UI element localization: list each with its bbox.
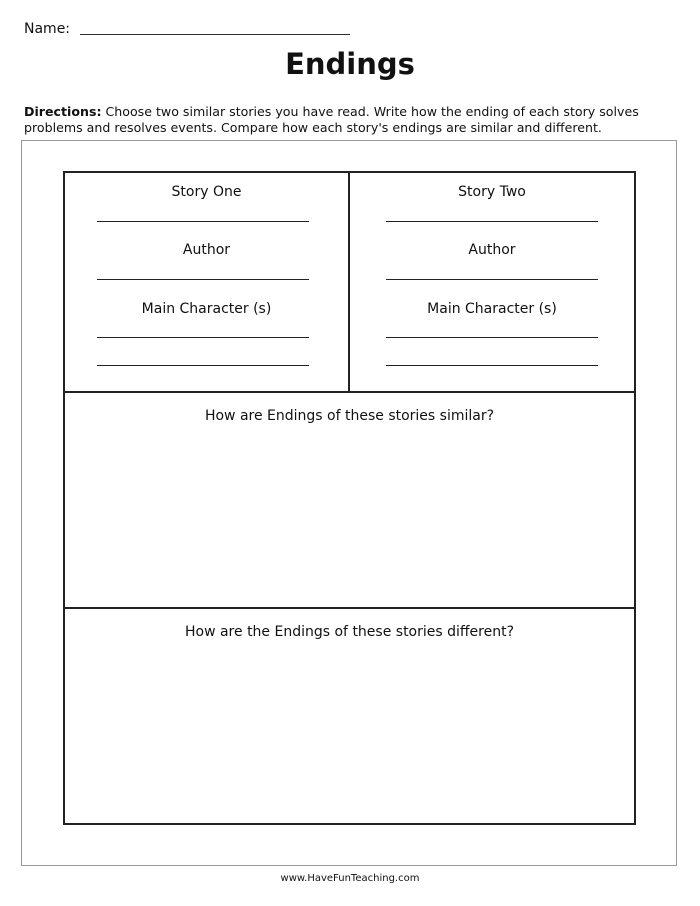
story-one-column [65,173,350,391]
story-two-heading: Story Two [458,184,526,200]
story-one-heading: Story One [171,184,242,200]
story-one-character-label: Main Character (s) [141,301,272,317]
story-one-character-line-2[interactable] [97,365,309,366]
story-one-title-line[interactable] [97,221,309,222]
different-endings-box[interactable] [65,609,634,823]
directions-text: Choose two similar stories you have read. Write how the ending of each story solves problems and resolves events. Compare how each story's endings are similar and different. [24,104,639,135]
story-one-author-line[interactable] [97,279,309,280]
different-endings-prompt: How are the Endings of these stories different? [184,624,515,640]
worksheet-title: Endings [285,47,415,81]
story-two-character-line-1[interactable] [386,337,598,338]
worksheet-grid [63,171,636,825]
name-row [24,20,364,40]
story-two-title-line[interactable] [386,221,598,222]
story-two-character-line-2[interactable] [386,365,598,366]
story-two-column [350,173,634,391]
story-two-character-label: Main Character (s) [427,301,557,317]
story-one-character-line-1[interactable] [97,337,309,338]
story-two-author-label: Author [468,242,516,258]
similar-endings-box[interactable] [65,393,634,609]
similar-endings-prompt: How are Endings of these stories similar? [204,408,495,424]
footer-website: www.HaveFunTeaching.com [280,873,420,884]
name-label: Name: [24,21,71,37]
story-info-row [65,173,634,393]
name-write-line[interactable] [80,34,350,35]
directions [24,104,676,136]
directions-label: Directions: [24,104,102,119]
story-two-author-line[interactable] [386,279,598,280]
story-one-author-label: Author [182,242,231,258]
